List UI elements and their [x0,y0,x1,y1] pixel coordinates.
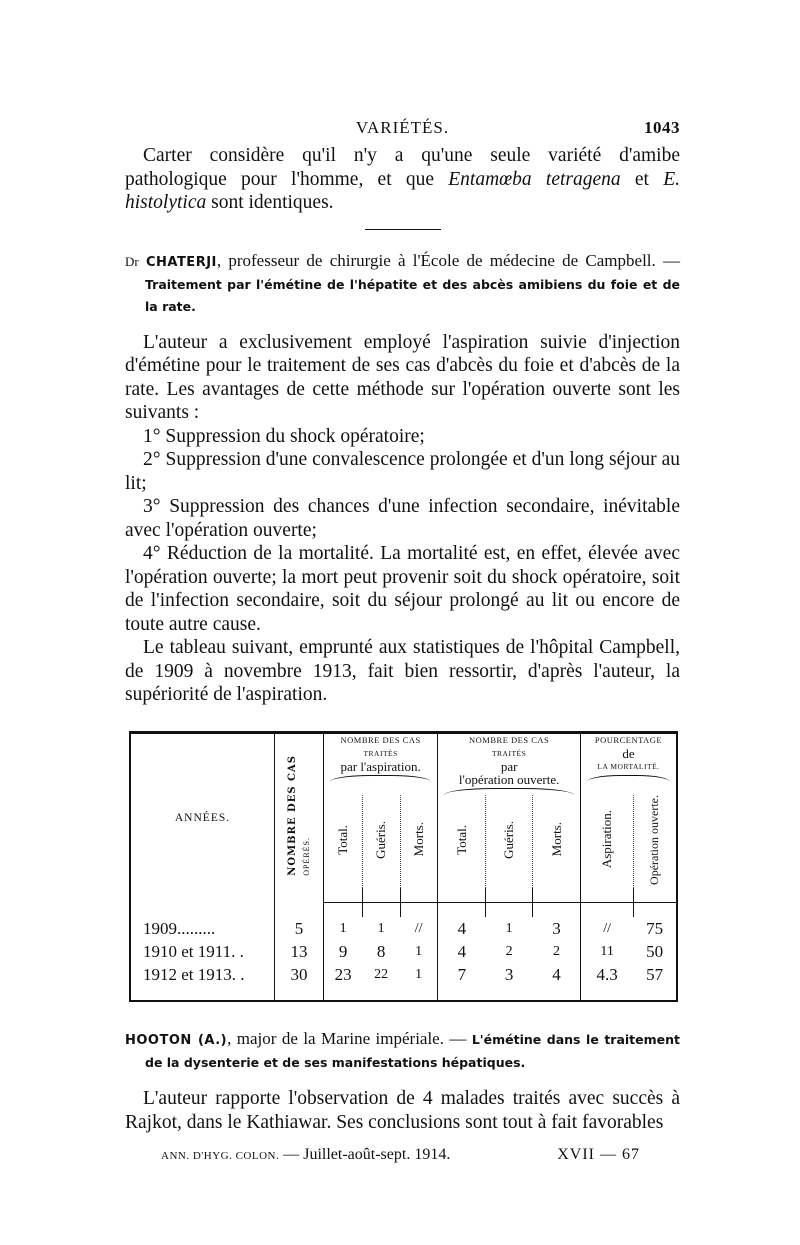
group-header-aspiration: NOMBRE DES CAS TRAITÉS par l'aspiration. [324,732,438,795]
body-paragraph: L'auteur rapporte l'observation de 4 malades traités avec succès à Rajkot, dans le Kathiawar. Ses conclusions sont tout à fait favorables [125,1088,680,1133]
table-row: 1910 et 1911. . 13 9 8 1 4 2 2 11 50 [130,940,677,963]
reference-hooton [125,1028,680,1073]
journal-name: ANN. D'HYG. COLON. [161,1150,280,1163]
section-title: VARIÉTÉS. [355,118,450,137]
list-item: 2° Suppression d'une convalescence prolongée et d'un long séjour au lit; [125,449,680,494]
list-item: 1° Suppression du shock opératoire; [143,425,425,447]
document-page [125,112,680,1166]
subheader-morts: Morts. [533,795,581,889]
author-prefix: Dr [125,253,139,269]
table-row: 1912 et 1913. . 30 23 22 1 7 3 4 4.3 57 [130,963,677,986]
subheader-morts: Morts. [400,795,438,889]
author-name: HOOTON (A.) [125,1033,228,1049]
subheader-total: Total. [438,795,486,889]
subheader-operation: Opération ouverte. [647,794,662,885]
author-affiliation: , professeur de chirurgie à l'École de médecine de Campbell. — [216,250,680,270]
author-affiliation: , major de la Marine impériale. — [227,1029,472,1049]
group-header-operation: NOMBRE DES CAS TRAITÉS par l'opération ouverte. [438,732,581,795]
body-paragraph: L'auteur a exclusivement employé l'aspiration suivie d'injection d'émétine pour le traitement de ses cas d'abcès du foie et d'abcès de la rate. Les avantages de cette méthode sur l'opération ouverte sont les suivants : [125,331,680,423]
running-header [125,112,680,144]
body-paragraph: Le tableau suivant, emprunté aux statistiques de l'hôpital Campbell, de 1909 à novembre 1913, fait bien ressortir, d'après l'auteur, la supériorité de l'aspiration. [125,637,680,705]
section-divider [365,229,441,230]
table-row: 1909......... 5 1 1 // 4 1 3 // 75 [130,917,677,940]
reference-chaterji [125,250,680,317]
list-item: 3° Suppression des chances d'une infection secondaire, inévitable avec l'opération ouverte; [125,496,680,541]
column-header-annees: ANNÉES. [130,732,275,903]
volume-sheet: XVII — 67 [557,1146,640,1164]
list-item: 4° Réduction de la mortalité. La mortalité est, en effet, élevée avec l'opération ouverte; la mort peut provenir soit du shock opératoire, soit de l'infection secondaire, soit du séjour prolongé au lit ou encore de toute autre cause. [125,543,680,635]
subheader-total: Total. [324,795,363,889]
article-title: L'émétine dans le traitement de la dysenterie et de ses manifestations hépatiques. [145,1032,681,1071]
statistics-table [129,731,678,1003]
species-name: Entamœba tetragena [448,168,621,190]
column-header-nombre: NOMBRE DES CAS OPÉRÉS. [275,732,324,903]
group-header-pourcentage: POURCENTAGE de LA MORTALITÉ. [580,732,677,795]
species-name: E. histolytica [125,168,680,213]
issue-date: — Juillet-août-sept. 1914. [279,1146,451,1164]
page-footer [125,1140,680,1166]
author-name: CHATERJI [145,254,217,270]
subheader-gueris: Guéris. [485,795,533,889]
article-title: Traitement par l'émétine de l'hépatite et des abcès amibiens du foie et de la rate. [145,276,680,314]
subheader-aspiration: Aspiration. [580,795,633,889]
intro-paragraph: Carter considère qu'il n'y a qu'une seule variété d'amibe pathologique pour l'homme, et que Entamœba tetragena et E. histolytica sont identiques. [125,145,680,213]
page-number: 1043 [644,118,680,137]
subheader-gueris: Guéris. [362,795,400,889]
